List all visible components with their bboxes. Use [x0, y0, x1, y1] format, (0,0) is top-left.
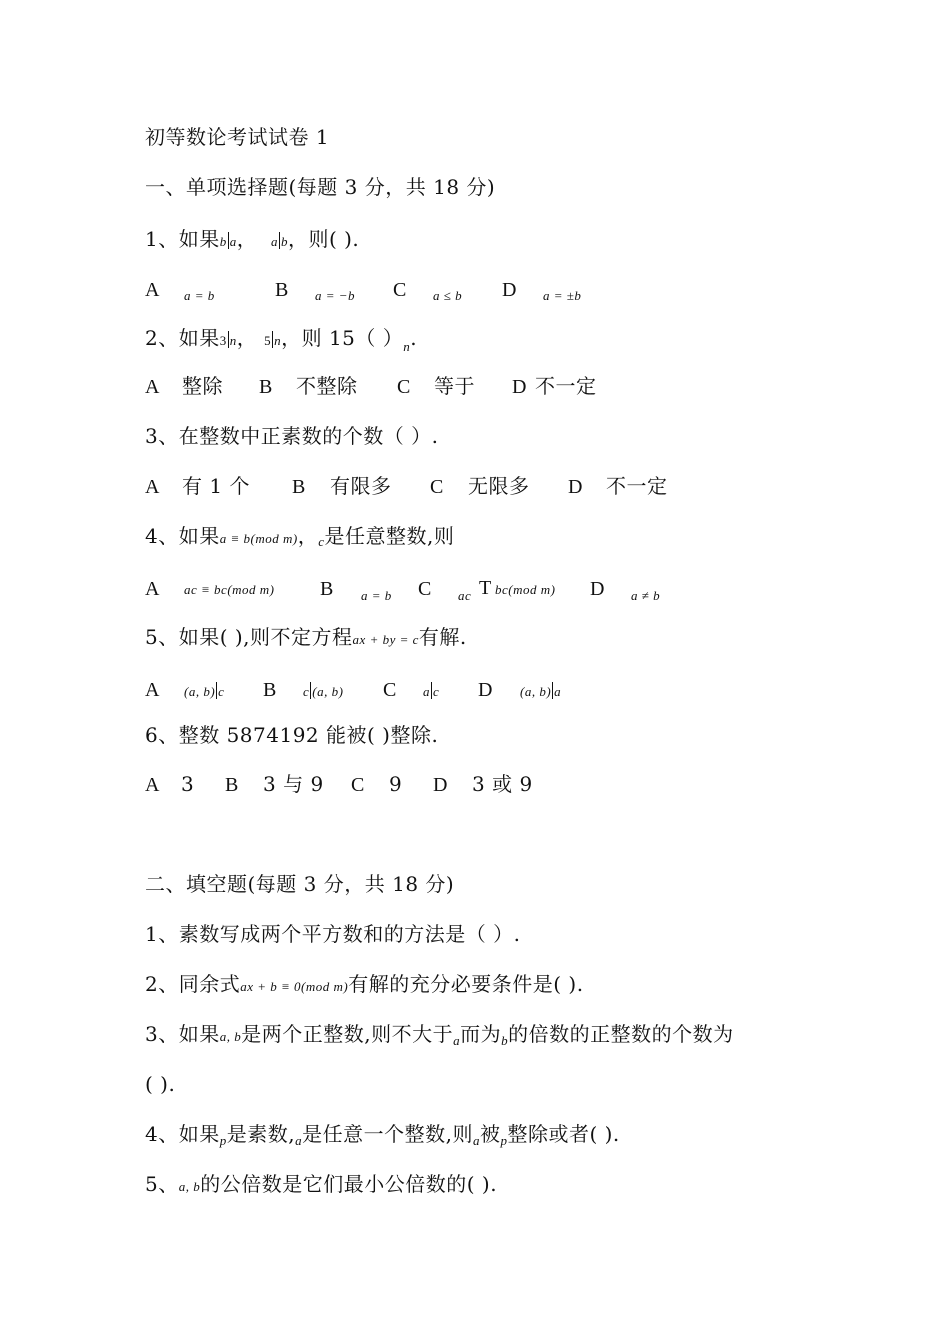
question-2-3-continued: ( ). — [145, 1072, 176, 1096]
question-2-1: 1、素数写成两个平方数和的方法是（ ）. — [145, 922, 521, 946]
exam-page: 初等数论考试试卷 1 一、单项选择题(每题 3 分，共 18 分) 1、如果b a， a b，则( ). A a = b B a = −b C a ≤ b D a = ±b 2、如果3 n， 5 n，则 15（ ）$_n$. A 整除 B 不整除 C 等于 D 不一定 3、在整数中正素数的个数（ ）. A 有 1 个 B 有限多 C 无限多 D 不一定 4、如果a ≡ b(mod m)，c是任意整数,则 A ac ≡ bc(mod m) B a = b C ac T bc(mod m) D a ≠ b 5、如果( ),则不定方程ax + by = c有解. A (a, b) c B c (a, b) C a c D (a, b) a 6、整数 5874192 能被( )整除. A 3 B 3 与 9 C 9 D 3 或 9 二、填空题(每题 3 分，共 18 分) 1、素数写成两个平方数和的方法是（ ）. 2、同余式ax + b ≡ 0(mod m)有解的充分必要条件是( ). 3、如果a, b是两个正整数,则不大于$_a$而为$_b$的倍数的正整数的个数为 ( ). 4、如果$_p$是素数$,_a$是任意一个整数,则$_a$被$_p$整除或者( ). 5、a, b的公倍数是它们最小公倍数的( ). — [0, 0, 950, 1344]
divides-bar — [272, 331, 273, 348]
question-1-4: 4、如果a ≡ b(mod m)，c是任意整数,则 — [145, 524, 455, 549]
section1-heading: 一、单项选择题(每题 3 分，共 18 分) — [145, 175, 496, 199]
question-2-3: 3、如果a, b是两个正整数,则不大于$_a$而为$_b$的倍数的正整数的个数为 — [145, 1022, 734, 1048]
section2-heading: 二、填空题(每题 3 分，共 18 分) — [145, 872, 455, 896]
divides-bar — [279, 232, 280, 249]
exam-title: 初等数论考试试卷 1 — [145, 125, 330, 149]
question-1-2: 2、如果3 n， 5 n，则 15（ ）$_n$. — [145, 326, 418, 354]
question-2-5: 5、a, b的公倍数是它们最小公倍数的( ). — [145, 1172, 498, 1196]
question-1-6: 6、整数 5874192 能被( )整除. — [145, 723, 439, 747]
question-1-1: 1、如果b a， a b，则( ). — [145, 227, 360, 251]
question-1-3: 3、在整数中正素数的个数（ ）. — [145, 424, 439, 448]
question-1-5: 5、如果( ),则不定方程ax + by = c有解. — [145, 625, 467, 649]
divides-bar — [228, 331, 229, 348]
divides-bar — [228, 232, 229, 249]
divides-bar — [431, 682, 432, 699]
question-2-4: 4、如果$_p$是素数$,_a$是任意一个整数,则$_a$被$_p$整除或者( ). — [145, 1122, 620, 1148]
question-2-2: 2、同余式ax + b ≡ 0(mod m)有解的充分必要条件是( ). — [145, 972, 584, 996]
